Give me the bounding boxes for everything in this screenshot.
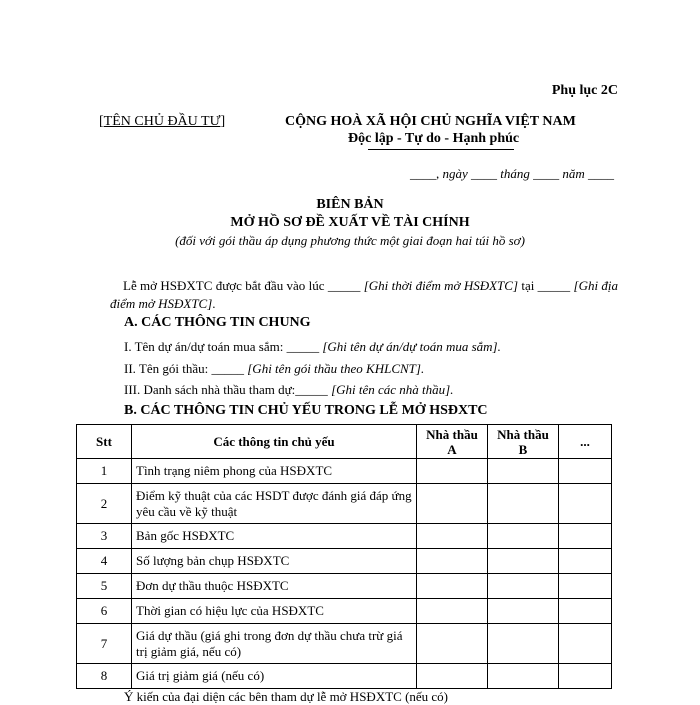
row-stt: 8 [77,664,132,689]
row-stt: 6 [77,599,132,624]
row-more-cell [559,574,612,599]
row-info: Bản gốc HSĐXTC [132,524,417,549]
row-info: Tình trạng niêm phong của HSĐXTC [132,459,417,484]
project-name-line [124,339,501,355]
row-info: Thời gian có hiệu lực của HSĐXTC [132,599,417,624]
project-name-label: I. Tên dự án/dự toán mua sắm: _____ [124,339,323,354]
row-bidder-a-cell [417,574,488,599]
row-bidder-a-cell [417,459,488,484]
bidder-list-line [124,382,453,398]
row-bidder-a-cell [417,484,488,524]
table-row [77,664,612,689]
row-bidder-b-cell [488,664,559,689]
row-bidder-b-cell [488,484,559,524]
header-bidder-a: Nhà thầu A [417,425,488,459]
main-info-table [76,424,612,689]
table-row [77,574,612,599]
bidder-list-label: III. Danh sách nhà thầu tham dự:_____ [124,382,332,397]
row-bidder-a-cell [417,599,488,624]
intro-text-2: tại _____ [518,278,574,293]
row-info: Đơn dự thầu thuộc HSĐXTC [132,574,417,599]
row-bidder-b-cell [488,549,559,574]
row-stt: 4 [77,549,132,574]
row-stt: 7 [77,624,132,664]
date-line: ____, ngày ____ tháng ____ năm ____ [409,166,614,181]
footnote-comments: Ý kiến của đại diện các bên tham dự lễ mở HSĐXTC (nếu có) [124,689,449,704]
table-row [77,549,612,574]
bidder-list-hint: [Ghi tên các nhà thầu]. [331,382,454,397]
row-info: Giá trị giảm giá (nếu có) [132,664,417,689]
package-name-hint: [Ghi tên gói thầu theo KHLCNT]. [247,361,425,376]
row-bidder-b-cell [488,459,559,484]
header-bidder-b: Nhà thầu B [488,425,559,459]
motto-underline [368,149,514,150]
appendix-label: Phụ lục 2C [551,83,618,98]
row-stt: 2 [77,484,132,524]
package-name-label: II. Tên gói thầu: _____ [124,361,248,376]
row-more-cell [559,524,612,549]
row-bidder-a-cell [417,549,488,574]
table-header-row [77,425,612,459]
table-row [77,459,612,484]
row-bidder-b-cell [488,599,559,624]
project-name-hint: [Ghi tên dự án/dự toán mua sắm]. [322,339,501,354]
row-bidder-a-cell [417,664,488,689]
row-info: Điểm kỹ thuật của các HSDT được đánh giá đáp ứng yêu cầu về kỹ thuật [132,484,417,524]
header-stt: Stt [77,425,132,459]
header-more: ... [559,425,612,459]
opening-paragraph [110,277,618,313]
row-more-cell [559,459,612,484]
table-row [77,624,612,664]
owner-bracket-open: [ [99,114,104,129]
row-info: Số lượng bản chụp HSĐXTC [132,549,417,574]
row-stt: 5 [77,574,132,599]
document-scope-note: (đối với gói thầu áp dụng phương thức một giai đoạn hai túi hồ sơ) [175,233,525,248]
row-more-cell [559,624,612,664]
package-name-line [124,361,424,377]
section-a-heading: A. CÁC THÔNG TIN CHUNG [124,315,311,330]
row-stt: 1 [77,459,132,484]
row-bidder-a-cell [417,624,488,664]
row-more-cell [559,599,612,624]
nation-title: CỘNG HOÀ XÃ HỘI CHỦ NGHĨA VIỆT NAM [285,114,576,129]
intro-hint-time: [Ghi thời điểm mở HSĐXTC] [363,278,519,293]
row-bidder-b-cell [488,574,559,599]
intro-text-3: . [212,296,216,311]
section-b-heading: B. CÁC THÔNG TIN CHỦ YẾU TRONG LỄ MỞ HSĐXTC [124,403,488,418]
document-title: BIÊN BẢN [316,197,384,212]
table-row [77,484,612,524]
owner-text: TÊN CHỦ ĐẦU TƯ [103,114,221,129]
table-row [77,599,612,624]
row-more-cell [559,549,612,574]
row-bidder-a-cell [417,524,488,549]
row-more-cell [559,664,612,689]
nation-motto: Độc lập - Tự do - Hạnh phúc [348,131,520,146]
investor-name-placeholder [99,114,225,130]
intro-text-1: Lễ mở HSĐXTC được bắt đầu vào lúc _____ [123,278,364,293]
table-row [77,524,612,549]
row-bidder-b-cell [488,524,559,549]
header-info: Các thông tin chủ yếu [132,425,417,459]
row-more-cell [559,484,612,524]
owner-bracket-close: ] [220,114,226,129]
intro-hint-location: [Ghi địa điểm mở HSĐXTC] [110,278,619,311]
row-stt: 3 [77,524,132,549]
document-subtitle: MỞ HỒ SƠ ĐỀ XUẤT VỀ TÀI CHÍNH [230,215,470,230]
row-bidder-b-cell [488,624,559,664]
row-info: Giá dự thầu (giá ghi trong đơn dự thầu chưa trừ giá trị giảm giá, nếu có) [132,624,417,664]
